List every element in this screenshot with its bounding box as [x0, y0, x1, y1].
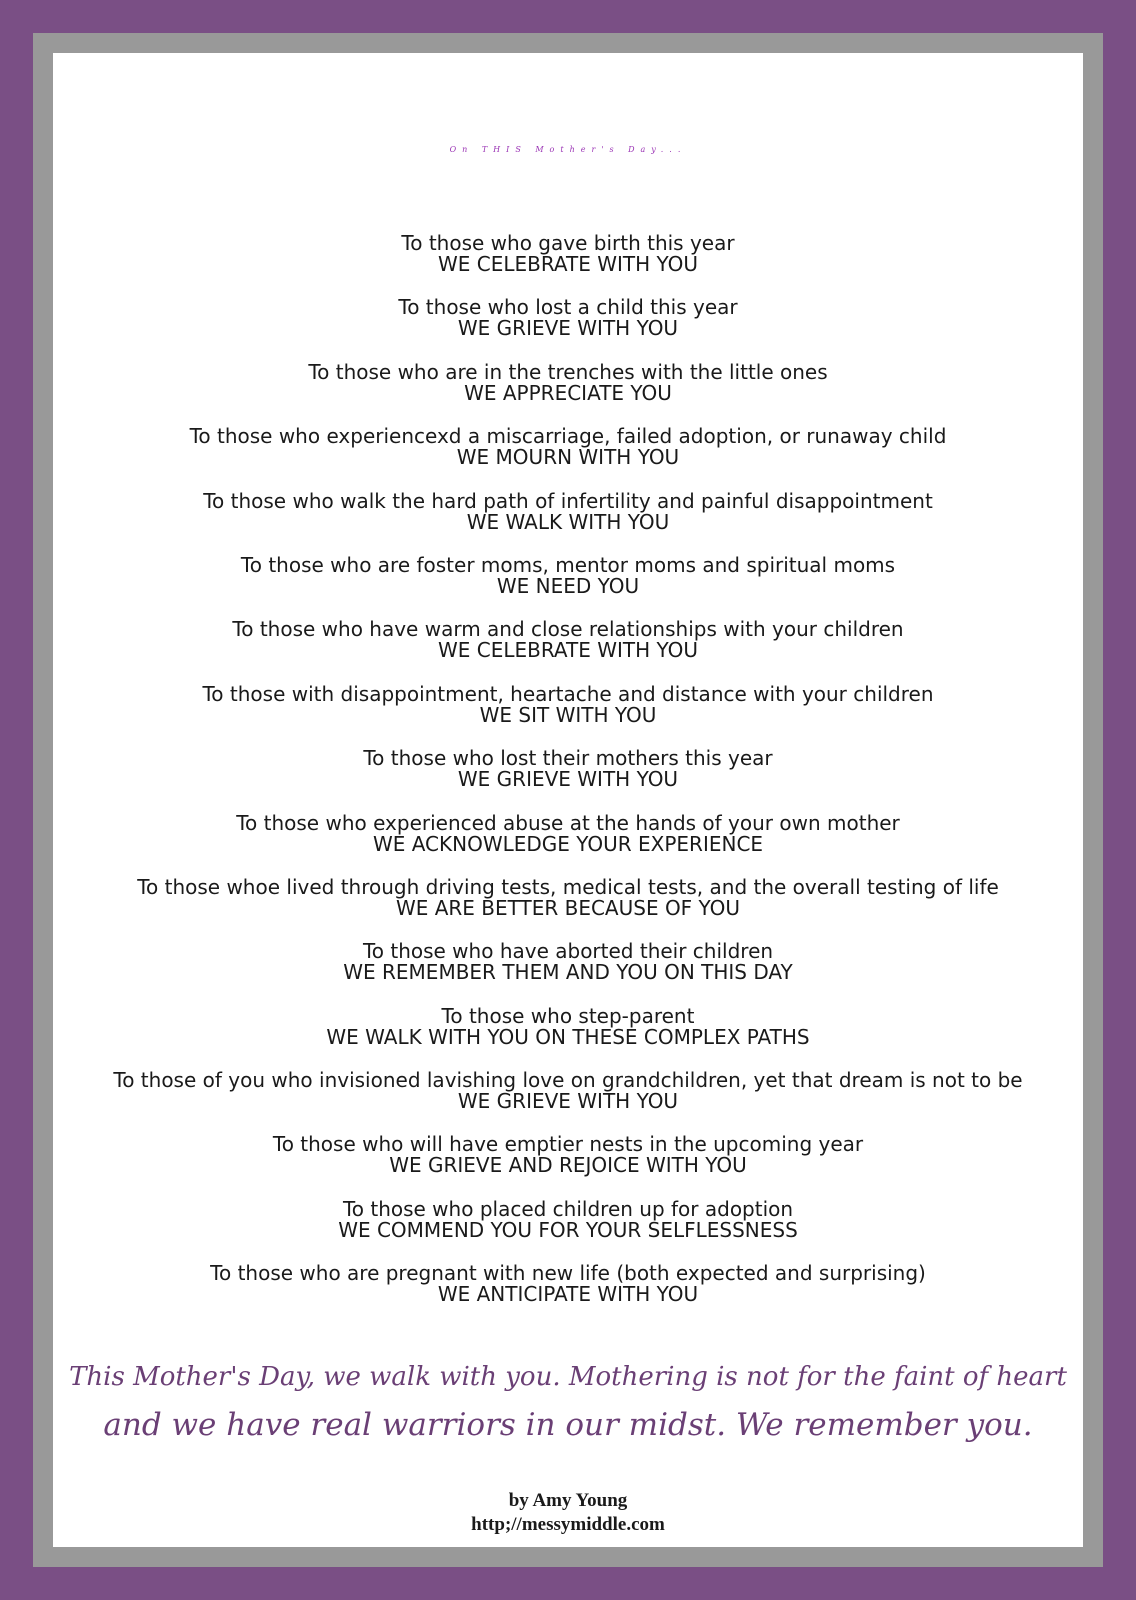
- stanza: [53, 488, 1083, 555]
- closing-line-1: This Mother's Day, we walk with you. Mothering is not for the faint of heart: [69, 1362, 1067, 1392]
- stanza-line: To those who have warm and close relationships with your children: [232, 617, 904, 642]
- stanza-line: To those who lost a child this year: [398, 295, 738, 320]
- stanza-line: To those who will have emptier nests in the upcoming year: [272, 1132, 864, 1157]
- closing-line-2: and we have real warriors in our midst. We remember you.: [103, 1407, 1033, 1443]
- stanza-line: To those who are pregnant with new life (both expected and surprising): [210, 1261, 926, 1286]
- stanza-response: WE REMEMBER THEM AND YOU ON THIS DAY: [343, 960, 793, 985]
- stanza: [53, 1003, 1083, 1070]
- stanza-line: To those who lost their mothers this year: [363, 746, 773, 771]
- poster-card: [53, 53, 1083, 1547]
- stanza: [53, 1070, 1083, 1134]
- stanza-response: WE ANTICIPATE WITH YOU: [437, 1282, 699, 1307]
- stanza: [53, 552, 1083, 619]
- byline: [53, 1489, 1083, 1537]
- stanza: [53, 1263, 1083, 1327]
- author-credit: by Amy Young: [508, 1490, 628, 1511]
- stanza-response: WE COMMEND YOU FOR YOUR SELFLESSNESS: [338, 1217, 798, 1242]
- stanza: [53, 297, 1083, 361]
- source-url: http;//messymiddle.com: [471, 1514, 665, 1535]
- stanza-response: WE GRIEVE AND REJOICE WITH YOU: [389, 1153, 747, 1178]
- stanza-response: WE GRIEVE WITH YOU: [457, 767, 679, 792]
- stanza: [53, 681, 1083, 748]
- stanza-response: WE MOURN WITH YOU: [456, 445, 680, 470]
- stanza-response: WE SIT WITH YOU: [479, 702, 657, 727]
- stanza: [53, 359, 1083, 426]
- stanza-line: To those who experiencexd a miscarriage, failed adoption, or runaway child: [189, 424, 947, 449]
- stanza: [53, 874, 1083, 941]
- stanza-response: WE GRIEVE WITH YOU: [457, 1089, 679, 1114]
- stanza-line: To those who have aborted their children: [362, 939, 774, 964]
- stanza: [53, 233, 1083, 297]
- stanza-response: WE ARE BETTER BECAUSE OF YOU: [395, 895, 741, 920]
- stanza: [53, 619, 1083, 683]
- stanza-response: WE NEED YOU: [496, 573, 640, 598]
- stanza-line: To those of you who invisioned lavishing love on grandchildren, yet that dream is not to be: [113, 1068, 1023, 1093]
- stanza: [53, 1196, 1083, 1263]
- stanza: [53, 748, 1083, 812]
- stanza-line: To those who are in the trenches with the little ones: [308, 359, 828, 384]
- stanza-response: WE GRIEVE WITH YOU: [457, 316, 679, 341]
- stanza-line: To those who placed children up for adoption: [342, 1196, 794, 1221]
- stanza: [53, 426, 1083, 490]
- page-title: On THIS Mother's Day...: [449, 145, 687, 154]
- stanza-line: To those who gave birth this year: [401, 231, 735, 255]
- stanza: [53, 941, 1083, 1005]
- stanza-list: [53, 233, 1083, 1328]
- stanza: [53, 810, 1083, 877]
- stanza-response: WE WALK WITH YOU ON THESE COMPLEX PATHS: [326, 1024, 810, 1049]
- stanza-line: To those who walk the hard path of infertility and painful disappointment: [203, 488, 933, 513]
- stanza-line: To those who step-parent: [441, 1003, 695, 1028]
- stanza-response: WE CELEBRATE WITH YOU: [437, 252, 699, 276]
- stanza-line: To those who are foster moms, mentor moms and spiritual moms: [240, 552, 896, 577]
- stanza-response: WE WALK WITH YOU: [466, 509, 670, 534]
- stanza-line: To those whoe lived through driving tests, medical tests, and the overall testing of life: [137, 874, 999, 899]
- stanza-response: WE ACKNOWLEDGE YOUR EXPERIENCE: [372, 831, 764, 856]
- closing-message: [53, 1353, 1083, 1449]
- stanza-line: To those who experienced abuse at the hands of your own mother: [236, 810, 900, 835]
- stanza: [53, 1134, 1083, 1198]
- stanza-response: WE CELEBRATE WITH YOU: [437, 638, 699, 663]
- stanza-response: WE APPRECIATE YOU: [464, 380, 672, 405]
- stanza-line: To those with disappointment, heartache and distance with your children: [202, 681, 934, 706]
